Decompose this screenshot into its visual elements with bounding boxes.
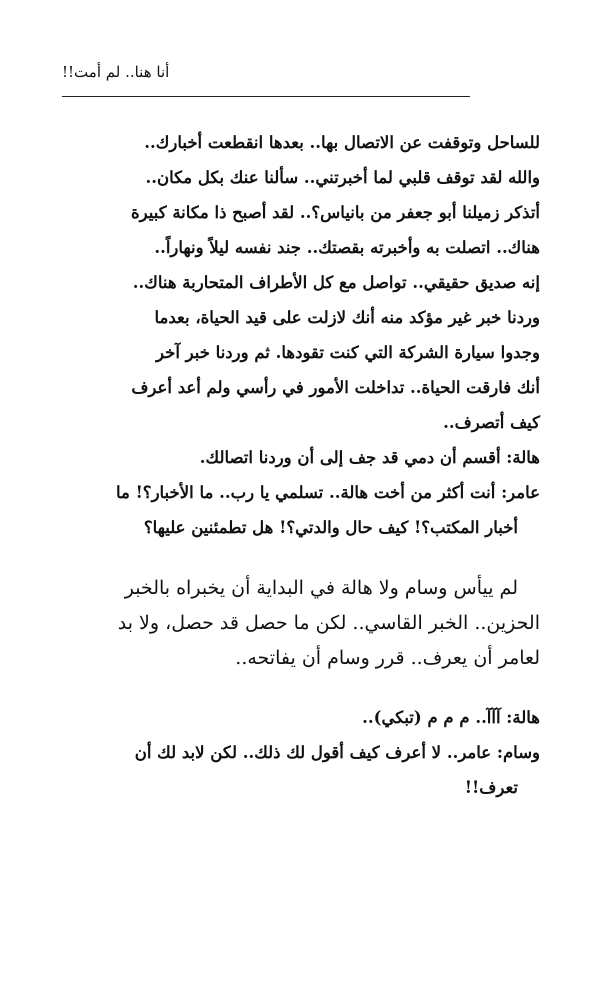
text-line: للساحل وتوقفت عن الاتصال بها.. بعدها انقطعت أخبارك.. <box>144 133 540 152</box>
text-line: والله لقد توقف قلبي لما أخبرتني.. سألنا عنك بكل مكان.. <box>145 168 540 187</box>
text-line: الحزين.. الخبر القاسي.. لكن ما حصل قد حصل، ولا بد <box>117 612 540 634</box>
text-line: أنك فارقت الحياة.. تداخلت الأمور في رأسي ولم أعد أعرف <box>131 378 540 397</box>
text-line: تعرف!! <box>464 778 518 797</box>
text-line: كيف أتصرف.. <box>443 413 540 432</box>
running-header: أنا هنا.. لم أمت!! <box>62 63 170 81</box>
text-line: عامر: أنت أكثر من أخت هالة.. تسلمي يا رب.. ما الأخبار؟! ما <box>115 483 540 502</box>
text-line: وسام: عامر.. لا أعرف كيف أقول لك ذلك.. لكن لابد لك أن <box>134 743 540 762</box>
text-line: وجدوا سيارة الشركة التي كنت تقودها. ثم وردنا خبر آخر <box>156 343 540 362</box>
text-line: هالة: أقسم أن دمي قد جف إلى أن وردنا اتصالك. <box>199 448 540 467</box>
text-line: هناك.. اتصلت به وأخبرته بقصتك.. جند نفسه ليلاً ونهاراً.. <box>154 238 540 257</box>
text-line: إنه صديق حقيقي.. تواصل مع كل الأطراف المتحاربة هناك.. <box>132 273 540 292</box>
text-line: لعامر أن يعرف.. قرر وسام أن يفاتحه.. <box>235 647 540 669</box>
text-line: أخبار المكتب؟! كيف حال والدتي؟! هل تطمئنين عليها؟ <box>143 518 518 537</box>
text-line: وردنا خبر غير مؤكد منه أنك لازلت على قيد الحياة، بعدما <box>154 308 540 327</box>
text-line: أتذكر زميلنا أبو جعفر من بانياس؟.. لقد أصبح ذا مكانة كبيرة <box>131 203 540 222</box>
text-line: هالة: آآآ.. م م م (تبكي).. <box>362 708 540 727</box>
header-rule <box>62 96 470 97</box>
text-line: لم ييأس وسام ولا هالة في البداية أن يخبراه بالخبر <box>124 577 518 599</box>
